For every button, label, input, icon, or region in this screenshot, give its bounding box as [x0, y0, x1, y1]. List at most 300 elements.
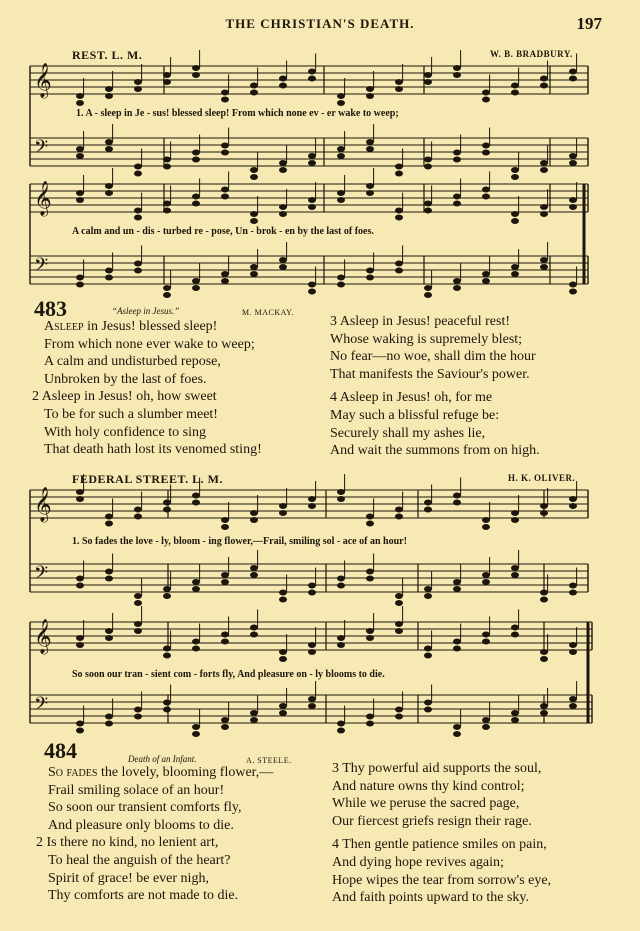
note-head	[163, 646, 171, 652]
note-head	[192, 194, 200, 200]
note-head	[540, 597, 548, 603]
lyric-line: A calm and un - dis - turbed re - pose, Un - brok - en by the last of foes.	[72, 226, 374, 237]
bass-clef-icon: 𝄢	[34, 694, 49, 719]
note-head	[76, 100, 84, 106]
note-head	[337, 576, 345, 582]
note-head	[366, 146, 374, 152]
verse-line: Spirit of grace! be ever nigh,	[48, 870, 209, 886]
note-head	[540, 257, 548, 263]
note-head	[221, 517, 229, 523]
verse-column-right	[332, 760, 551, 907]
note-head	[308, 160, 316, 166]
note-head	[163, 208, 171, 214]
note-head	[221, 524, 229, 530]
note-head	[279, 204, 287, 210]
note-head	[134, 268, 142, 274]
hymn-number: 483	[34, 296, 67, 321]
note-head	[366, 183, 374, 189]
note-head	[76, 489, 84, 495]
note-head	[279, 703, 287, 709]
note-head	[105, 139, 113, 145]
verse-line: And faith points upward to the sky.	[332, 890, 530, 906]
note-head	[192, 586, 200, 592]
note-head	[424, 79, 432, 85]
lyric-line: 1. So fades the love - ly, bloom - ing flower,—Frail, smiling sol - ace of an hour!	[72, 536, 407, 547]
note-head	[366, 714, 374, 720]
note-head	[337, 496, 345, 502]
note-head	[250, 218, 258, 224]
verse-line: 4 Then gentle patience smiles on pain,	[332, 837, 547, 853]
note-head	[540, 83, 548, 89]
hymn-author: M. MACKAY.	[242, 308, 294, 317]
note-head	[366, 635, 374, 641]
verse-line: Thy comforts are not made to die.	[48, 888, 239, 904]
note-head	[221, 194, 229, 200]
note-head	[76, 635, 84, 641]
note-head	[453, 586, 461, 592]
note-head	[366, 576, 374, 582]
note-head	[395, 600, 403, 606]
note-head	[424, 593, 432, 599]
note-head	[279, 167, 287, 173]
note-head	[105, 721, 113, 727]
note-head	[453, 579, 461, 585]
note-head	[569, 642, 577, 648]
note-head	[337, 721, 345, 727]
note-head	[569, 204, 577, 210]
note-head	[569, 153, 577, 159]
note-head	[163, 593, 171, 599]
note-head	[105, 514, 113, 520]
note-head	[453, 646, 461, 652]
note-head	[453, 278, 461, 284]
note-head	[250, 572, 258, 578]
note-head	[511, 218, 519, 224]
note-head	[192, 639, 200, 645]
lyric-line: 1. A - sleep in Je - sus! blessed sleep! From which none ev - er wake to weep;	[76, 108, 399, 119]
note-head	[453, 65, 461, 71]
note-head	[76, 728, 84, 734]
note-head	[569, 76, 577, 82]
note-head	[308, 76, 316, 82]
note-head	[163, 507, 171, 513]
note-head	[424, 285, 432, 291]
note-head	[134, 593, 142, 599]
note-head	[366, 275, 374, 281]
note-head	[395, 79, 403, 85]
lyric-line: So soon our tran - sient com - forts fly, And pleasure on - ly blooms to die.	[72, 669, 385, 680]
verse-line: And wait the summons from on high.	[330, 443, 540, 459]
note-head	[134, 208, 142, 214]
note-head	[395, 593, 403, 599]
composer: H. K. OLIVER.	[508, 473, 576, 483]
verse-line: To heal the anguish of the heart?	[48, 852, 231, 868]
note-head	[366, 628, 374, 634]
note-head	[424, 72, 432, 78]
note-head	[308, 703, 316, 709]
note-head	[337, 728, 345, 734]
note-head	[250, 211, 258, 217]
note-head	[569, 696, 577, 702]
verse-line: And pleasure only blooms to die.	[48, 817, 234, 833]
note-head	[134, 215, 142, 221]
note-head	[569, 160, 577, 166]
note-head	[279, 590, 287, 596]
note-head	[192, 579, 200, 585]
note-head	[569, 583, 577, 589]
note-head	[337, 489, 345, 495]
verse-line: While we peruse the sacred page,	[332, 796, 520, 812]
note-head	[134, 507, 142, 513]
hymn-number: 484	[44, 738, 77, 763]
verse-column-right	[330, 313, 540, 460]
note-head	[540, 204, 548, 210]
verse-line: To be for such a slumber meet!	[44, 406, 218, 422]
note-head	[308, 503, 316, 509]
note-head	[308, 289, 316, 295]
note-head	[163, 586, 171, 592]
note-head	[221, 90, 229, 96]
note-head	[163, 285, 171, 291]
note-head	[250, 517, 258, 523]
note-head	[540, 649, 548, 655]
verse-line: No fear—no woe, shall dim the hour	[330, 349, 536, 365]
note-head	[308, 153, 316, 159]
note-head	[453, 493, 461, 499]
note-head	[337, 197, 345, 203]
note-head	[163, 707, 171, 713]
note-head	[279, 211, 287, 217]
note-head	[511, 271, 519, 277]
note-head	[221, 717, 229, 723]
note-head	[76, 721, 84, 727]
note-head	[221, 187, 229, 193]
note-head	[221, 97, 229, 103]
note-head	[163, 292, 171, 298]
bass-clef-icon: 𝄢	[34, 137, 49, 162]
verse-line: Asleep in Jesus! blessed sleep!	[44, 319, 218, 334]
note-head	[366, 569, 374, 575]
note-head	[511, 565, 519, 571]
note-head	[134, 621, 142, 627]
note-head	[192, 646, 200, 652]
note-head	[308, 204, 316, 210]
note-head	[395, 628, 403, 634]
hymn-title: “Asleep in Jesus.”	[112, 306, 180, 316]
verse-line: From which none ever wake to weep;	[44, 336, 255, 352]
note-head	[453, 72, 461, 78]
note-head	[308, 642, 316, 648]
verse-line: That manifests the Saviour's power.	[330, 366, 530, 382]
note-head	[279, 597, 287, 603]
note-head	[395, 171, 403, 177]
note-head	[308, 69, 316, 75]
treble-clef-icon: 𝄞	[34, 619, 52, 654]
verse-line: So fades the lovely, blooming flower,—	[48, 765, 274, 780]
note-head	[105, 635, 113, 641]
note-head	[395, 86, 403, 92]
verse-line: And nature owns thy kind control;	[332, 778, 525, 794]
note-head	[163, 700, 171, 706]
note-head	[192, 278, 200, 284]
note-head	[424, 646, 432, 652]
note-head	[337, 275, 345, 281]
hymn-title: Death of an Infant.	[128, 754, 197, 764]
note-head	[366, 268, 374, 274]
note-head	[192, 157, 200, 163]
note-head	[134, 164, 142, 170]
note-head	[76, 153, 84, 159]
note-head	[366, 514, 374, 520]
note-head	[482, 572, 490, 578]
verse-line: A calm and undisturbed repose,	[44, 354, 221, 370]
note-head	[482, 579, 490, 585]
verse-line: Frail smiling solace of an hour!	[48, 782, 225, 798]
verse-line: So soon our transient comforts fly,	[48, 800, 242, 816]
note-head	[424, 164, 432, 170]
composer: W. B. BRADBURY.	[490, 49, 573, 59]
note-head	[105, 93, 113, 99]
note-head	[163, 157, 171, 163]
note-head	[511, 83, 519, 89]
note-head	[569, 503, 577, 509]
note-head	[482, 90, 490, 96]
note-head	[337, 93, 345, 99]
note-head	[250, 167, 258, 173]
note-head	[366, 190, 374, 196]
note-head	[192, 72, 200, 78]
note-head	[76, 583, 84, 589]
note-head	[250, 83, 258, 89]
note-head	[424, 700, 432, 706]
note-head	[192, 285, 200, 291]
running-header: THE CHRISTIAN'S DEATH.	[225, 16, 415, 31]
note-head	[134, 600, 142, 606]
note-head	[105, 569, 113, 575]
note-head	[163, 653, 171, 659]
note-head	[424, 157, 432, 163]
treble-clef-icon: 𝄞	[34, 487, 52, 522]
bass-clef-icon: 𝄢	[34, 255, 49, 280]
verse-line: With holy confidence to sing	[44, 424, 206, 440]
verse-line: Securely shall my ashes lie,	[330, 425, 486, 441]
note-head	[250, 271, 258, 277]
note-head	[424, 653, 432, 659]
note-head	[482, 639, 490, 645]
note-head	[540, 590, 548, 596]
verse-line: Whose waking is supremely blest;	[330, 331, 523, 347]
note-head	[308, 649, 316, 655]
page-number: 197	[576, 14, 602, 33]
note-head	[366, 521, 374, 527]
note-head	[250, 625, 258, 631]
note-head	[482, 524, 490, 530]
note-head	[250, 510, 258, 516]
note-head	[337, 153, 345, 159]
note-head	[221, 639, 229, 645]
note-head	[279, 656, 287, 662]
note-head	[511, 717, 519, 723]
note-head	[76, 197, 84, 203]
note-head	[337, 146, 345, 152]
note-head	[192, 65, 200, 71]
note-head	[511, 174, 519, 180]
note-head	[105, 521, 113, 527]
note-head	[453, 157, 461, 163]
note-head	[511, 264, 519, 270]
note-head	[76, 496, 84, 502]
note-head	[540, 710, 548, 716]
note-head	[395, 268, 403, 274]
note-head	[453, 500, 461, 506]
note-head	[453, 724, 461, 730]
note-head	[511, 167, 519, 173]
note-head	[163, 164, 171, 170]
note-head	[569, 703, 577, 709]
verse-column-left	[36, 764, 274, 905]
note-head	[221, 271, 229, 277]
note-head	[279, 710, 287, 716]
note-head	[337, 635, 345, 641]
verse-line: Our fiercest griefs resign their rage.	[332, 813, 532, 829]
note-head	[511, 90, 519, 96]
note-head	[250, 632, 258, 638]
verse-line: May such a blissful refuge be:	[330, 407, 500, 423]
note-head	[424, 707, 432, 713]
note-head	[221, 572, 229, 578]
note-head	[221, 150, 229, 156]
note-head	[308, 197, 316, 203]
note-head	[482, 97, 490, 103]
note-head	[279, 503, 287, 509]
note-head	[250, 717, 258, 723]
note-head	[453, 201, 461, 207]
note-head	[453, 731, 461, 737]
note-head	[308, 583, 316, 589]
hymn-author: A. STEELE.	[246, 756, 292, 765]
note-head	[482, 278, 490, 284]
tune-name: REST. L. M.	[72, 48, 143, 62]
note-head	[424, 201, 432, 207]
note-head	[279, 510, 287, 516]
note-head	[192, 493, 200, 499]
note-head	[424, 507, 432, 513]
note-head	[105, 86, 113, 92]
note-head	[134, 171, 142, 177]
verse-column-left	[32, 318, 262, 459]
note-head	[395, 714, 403, 720]
note-head	[540, 703, 548, 709]
note-head	[453, 150, 461, 156]
note-head	[540, 503, 548, 509]
note-head	[395, 707, 403, 713]
note-head	[511, 632, 519, 638]
note-head	[308, 496, 316, 502]
note-head	[337, 583, 345, 589]
note-head	[395, 621, 403, 627]
verse-line: And dying hope revives again;	[332, 854, 504, 870]
note-head	[395, 208, 403, 214]
bass-clef-icon: 𝄢	[34, 563, 49, 588]
note-head	[221, 278, 229, 284]
note-head	[482, 717, 490, 723]
note-head	[569, 69, 577, 75]
note-head	[308, 590, 316, 596]
note-head	[250, 565, 258, 571]
note-head	[337, 190, 345, 196]
note-head	[163, 500, 171, 506]
note-head	[569, 282, 577, 288]
note-head	[569, 289, 577, 295]
note-head	[105, 146, 113, 152]
note-head	[76, 93, 84, 99]
note-head	[134, 86, 142, 92]
note-head	[511, 517, 519, 523]
note-head	[366, 721, 374, 727]
note-head	[482, 632, 490, 638]
note-head	[395, 261, 403, 267]
note-head	[366, 86, 374, 92]
note-head	[540, 211, 548, 217]
note-head	[540, 167, 548, 173]
note-head	[337, 100, 345, 106]
note-head	[279, 76, 287, 82]
note-head	[250, 264, 258, 270]
note-head	[540, 656, 548, 662]
note-head	[540, 510, 548, 516]
note-head	[76, 275, 84, 281]
note-head	[511, 625, 519, 631]
note-head	[134, 707, 142, 713]
note-head	[221, 632, 229, 638]
note-head	[221, 724, 229, 730]
note-head	[511, 211, 519, 217]
note-head	[511, 510, 519, 516]
note-head	[482, 271, 490, 277]
treble-clef-icon: 𝄞	[34, 181, 52, 216]
note-head	[482, 724, 490, 730]
note-head	[163, 201, 171, 207]
note-head	[308, 282, 316, 288]
verse-line: 3 Thy powerful aid supports the soul,	[332, 761, 542, 776]
note-head	[105, 576, 113, 582]
note-head	[482, 194, 490, 200]
note-head	[76, 576, 84, 582]
note-head	[105, 628, 113, 634]
note-head	[192, 201, 200, 207]
note-head	[134, 514, 142, 520]
tune-name: FEDERAL STREET. L. M.	[72, 472, 223, 486]
note-head	[540, 264, 548, 270]
note-head	[569, 590, 577, 596]
note-head	[453, 285, 461, 291]
verse-line: Hope wipes the tear from sorrow's eye,	[332, 872, 552, 888]
note-head	[134, 79, 142, 85]
note-head	[453, 639, 461, 645]
note-head	[192, 724, 200, 730]
note-head	[76, 642, 84, 648]
note-head	[279, 264, 287, 270]
note-head	[569, 649, 577, 655]
note-head	[105, 190, 113, 196]
note-head	[424, 500, 432, 506]
note-head	[192, 731, 200, 737]
note-head	[540, 160, 548, 166]
verse-line: 4 Asleep in Jesus! oh, for me	[330, 390, 493, 406]
note-head	[279, 83, 287, 89]
note-head	[250, 174, 258, 180]
note-head	[395, 507, 403, 513]
